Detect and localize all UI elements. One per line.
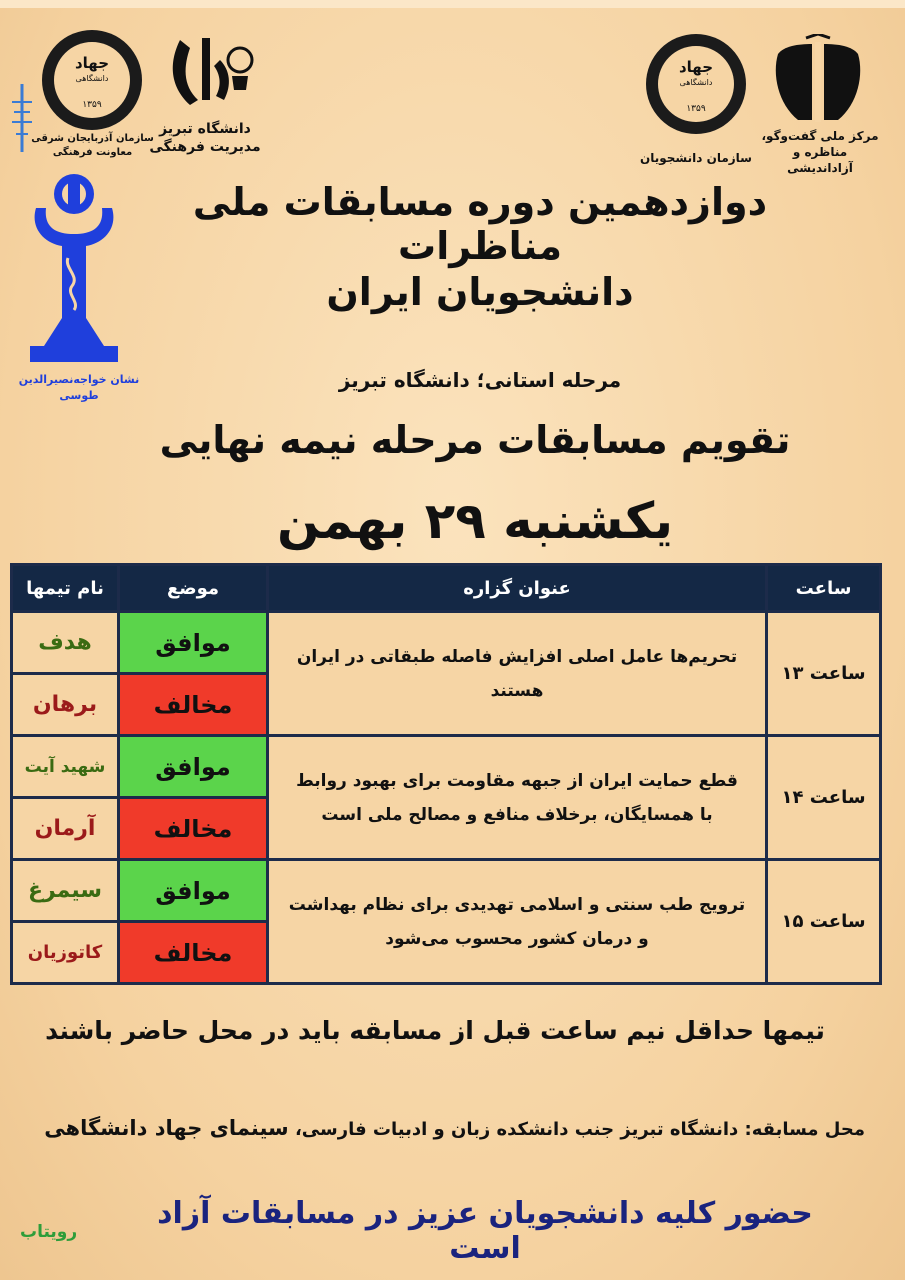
tabriz-university-logo	[150, 30, 260, 120]
stage-subtitle: مرحله استانی؛ دانشگاه تبریز	[338, 368, 622, 392]
row2-disagree-team: آرمان	[12, 798, 119, 860]
row3-agree-team: سیمرغ	[12, 860, 119, 922]
tabriz-caption-line1: دانشگاه تبریز	[159, 121, 251, 137]
row3-topic: ترویج طب سنتی و اسلامی تهدیدی برای نظام بهداشت و درمان کشور محسوب می‌شود	[268, 860, 767, 984]
footer-invitation: حضور کلیه دانشجویان عزیز در مسابقات آزاد است	[157, 1196, 813, 1266]
row2-topic: قطع حمایت ایران از جبهه مقاومت برای بهبود روابط با همسایگان، برخلاف منافع و مصالح ملی است	[268, 736, 767, 860]
row3-agree-label: موافق	[119, 860, 268, 922]
row1-disagree-label: مخالف	[119, 674, 268, 736]
table-row	[12, 736, 881, 798]
row1-topic: تحریم‌ها عامل اصلی افزایش فاصله طبقاتی در ایران هستند	[268, 612, 767, 736]
top-strip	[0, 0, 905, 8]
jahad-right-sub: دانشگاهی	[679, 78, 713, 87]
dialogue-center-caption-line1: مرکز ملی گفت‌وگو،	[761, 129, 879, 143]
tabriz-caption-line2: مدیریت فرهنگی	[149, 139, 261, 155]
row1-disagree-team: برهان	[12, 674, 119, 736]
jahad-left-caption-line2: معاونت فرهنگی	[52, 147, 133, 158]
jahad-right-word: جهاد	[678, 58, 714, 76]
row2-agree-team: شهید آیت	[12, 736, 119, 798]
row2-disagree-label: مخالف	[119, 798, 268, 860]
header-topic: عنوان گزاره	[268, 565, 767, 612]
title-line-2: دانشجویان ایران	[326, 270, 634, 314]
jahad-left-caption-line1: سازمان آذربایجان شرقی	[31, 133, 154, 144]
day-line: یکشنبه ۲۹ بهمن	[276, 492, 674, 550]
tabriz-caption	[145, 120, 265, 156]
row1-agree-team: هدف	[12, 612, 119, 674]
jahad-left-sub: دانشگاهی	[75, 74, 109, 83]
venue-place: سینمای جهاد دانشگاهی	[44, 1116, 289, 1140]
venue-label: محل مسابقه: دانشگاه تبریز جنب دانشکده زبان و ادبیات فارسی،	[288, 1119, 865, 1140]
table-header-row	[12, 565, 881, 612]
header-position: موضع	[119, 565, 268, 612]
title-line-1: دوازدهمین دوره مسابقات ملی مناظرات	[192, 180, 768, 268]
table-row	[12, 860, 881, 922]
venue-line	[20, 1116, 865, 1140]
row3-disagree-label: مخالف	[119, 922, 268, 984]
row1-hour: ساعت ۱۳	[767, 612, 881, 736]
table-row	[12, 612, 881, 674]
row1-agree-label: موافق	[119, 612, 268, 674]
row3-hour: ساعت ۱۵	[767, 860, 881, 984]
tusi-medal-logo	[22, 168, 132, 368]
jahad-left-year: ۱۳۵۹	[82, 100, 102, 110]
calendar-title: تقویم مسابقات مرحله نیمه نهایی	[159, 418, 791, 462]
dialogue-center-caption-line2: مناظره و آزاداندیشی	[787, 145, 853, 175]
jahad-left-word: جهاد	[74, 54, 110, 72]
jahad-right-logo	[646, 34, 746, 134]
jahad-right-year: ۱۳۵۹	[686, 104, 706, 114]
row3-disagree-team: کاتوزیان	[12, 922, 119, 984]
brand-watermark: رویتاب	[20, 1222, 78, 1242]
row2-agree-label: موافق	[119, 736, 268, 798]
attendance-notice: تیمها حداقل نیم ساعت قبل از مسابقه باید در محل حاضر باشند	[45, 1016, 825, 1045]
row2-hour: ساعت ۱۴	[767, 736, 881, 860]
header-team: نام تیمها	[12, 565, 119, 612]
jahad-left-logo	[42, 30, 142, 130]
tusi-medal-caption: نشان خواجه‌نصیرالدین طوسی	[18, 373, 140, 402]
schedule-table	[10, 563, 882, 985]
jahad-left-caption	[30, 132, 155, 160]
dialogue-center-caption	[758, 128, 882, 176]
jahad-right-caption: سازمان دانشجویان	[640, 151, 752, 165]
header-hour: ساعت	[767, 565, 881, 612]
dialogue-center-logo	[768, 34, 868, 126]
